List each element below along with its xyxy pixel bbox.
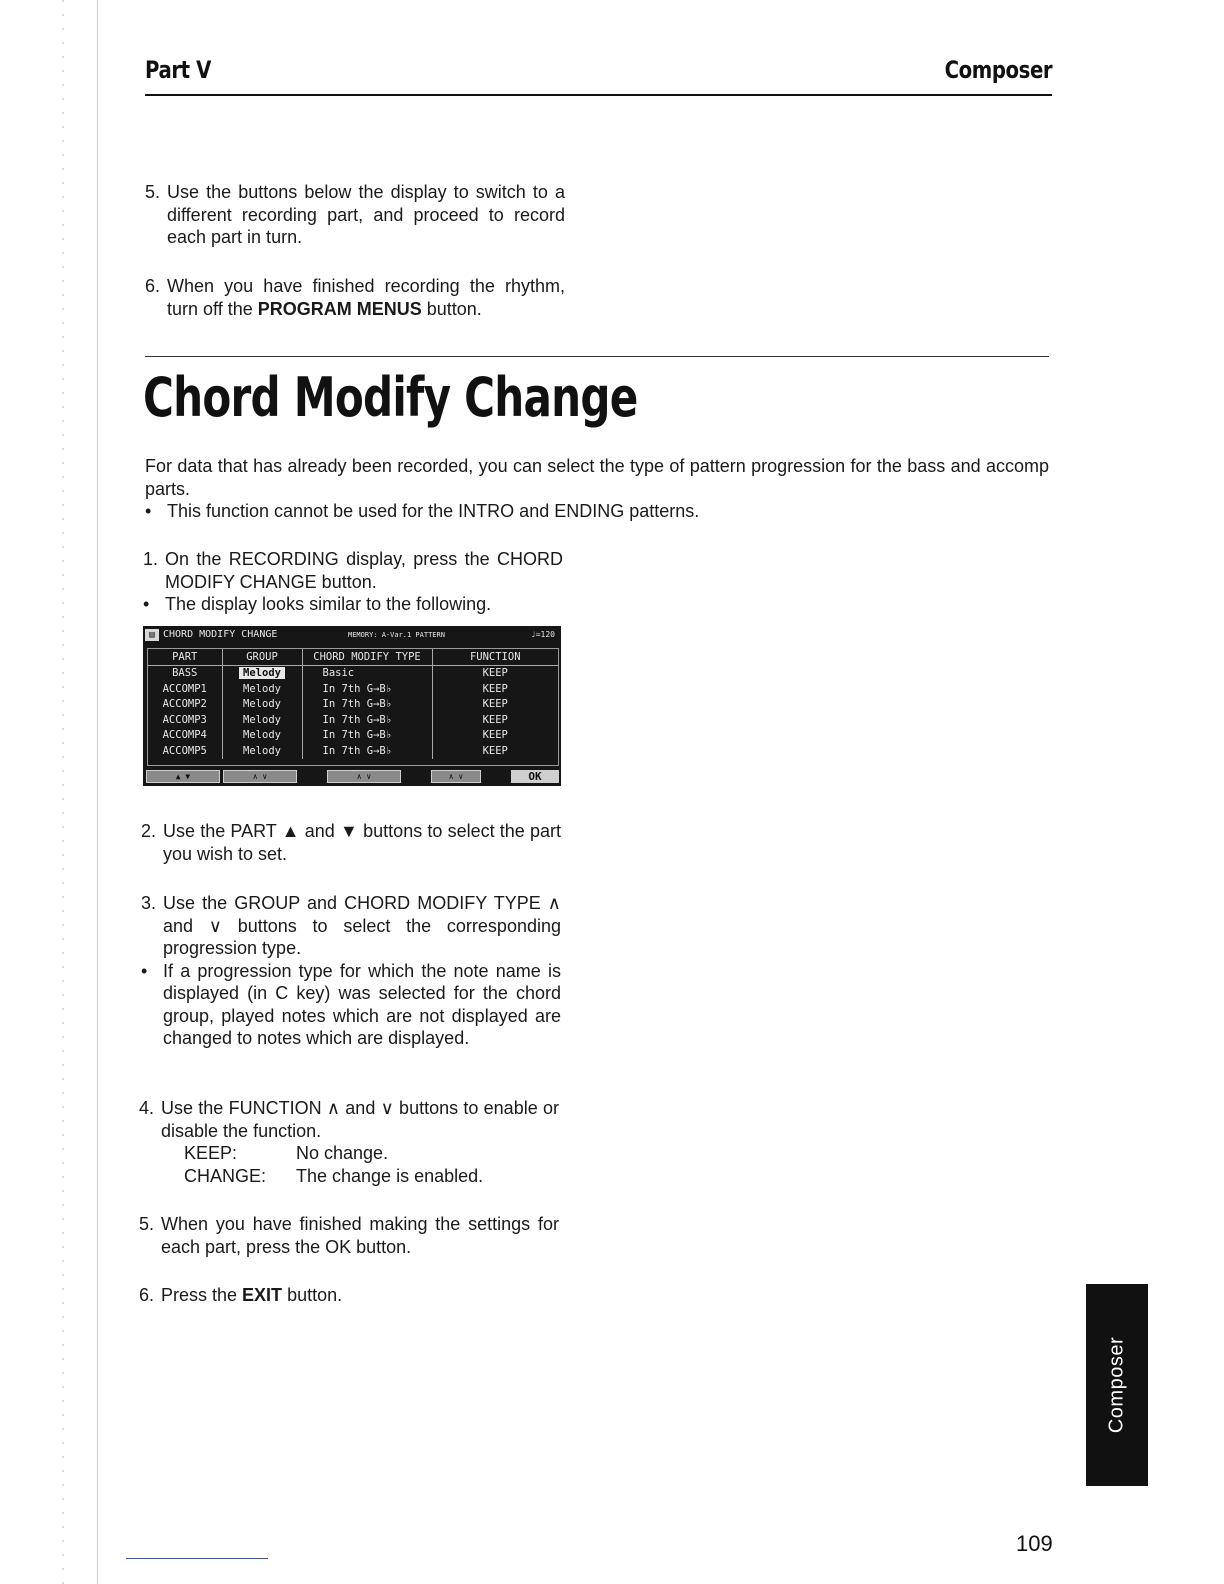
section-intro-text: For data that has already been recorded, you can select the type of pattern progression for the bass and accomp parts. [145, 456, 1049, 499]
step-number: 6. [139, 1285, 155, 1305]
type-cell: Basic [302, 666, 432, 682]
group-cell: Melody [222, 713, 302, 729]
section-note: This function cannot be used for the INTRO and ENDING patterns. [167, 501, 700, 521]
keep-definition [184, 1142, 559, 1165]
group-cell: Melody [222, 697, 302, 713]
step-number: 1. [143, 549, 159, 569]
lcd-row [148, 697, 558, 713]
step-4 [139, 1097, 559, 1187]
type-cell: In 7th G→B♭ [302, 697, 432, 713]
chord-type-up-down-button[interactable]: ∧ ∨ [327, 770, 401, 783]
function-up-down-button[interactable]: ∧ ∨ [431, 770, 481, 783]
chapter-side-tab [1086, 1284, 1148, 1486]
step-1-bullet: The display looks similar to the following. [165, 594, 492, 614]
footer-rule [126, 1558, 268, 1559]
group-up-down-button[interactable]: ∧ ∨ [223, 770, 297, 783]
step-text: Use the PART ▲ and ▼ buttons to select the part you wish to set. [163, 821, 561, 864]
header-rule [145, 94, 1052, 96]
step-6 [139, 1284, 559, 1307]
step-text: Use the GROUP and CHORD MODIFY TYPE ∧ and ∨ buttons to select the corresponding progression type. [163, 893, 561, 958]
binding-dots [62, 0, 64, 1584]
bullet: • [143, 594, 150, 614]
section-rule [145, 356, 1049, 357]
step-text-post: button. [421, 298, 482, 319]
lcd-header-row [148, 649, 558, 666]
page-number: 109 [1016, 1531, 1053, 1556]
keep-value: No change. [296, 1143, 389, 1163]
section-title: Chord Modify Change [143, 366, 638, 429]
part-cell: ACCOMP4 [162, 729, 207, 741]
step-text-pre: When you have finished recording the rhythm, turn off the [167, 276, 565, 319]
program-menus-label: PROGRAM MENUS [257, 298, 422, 319]
step-text: Use the FUNCTION ∧ and ∨ buttons to enable or disable the function. [161, 1098, 559, 1141]
part-cell: ACCOMP3 [162, 713, 207, 726]
change-value: The change is enabled. [296, 1165, 484, 1186]
part-cell: ACCOMP1 [162, 682, 207, 695]
group-cell: Melody [222, 744, 302, 760]
step-text-post: button. [282, 1285, 343, 1305]
group-cell: Melody [222, 682, 302, 698]
bullet: • [141, 960, 148, 981]
type-cell: In 7th G→B♭ [302, 682, 432, 698]
intro-step-6 [145, 275, 565, 320]
lcd-memory: MEMORY: A-Var.1 PATTERN [348, 631, 445, 639]
step-number: 6. [145, 276, 161, 296]
step-text [167, 275, 565, 320]
step-number: 5. [139, 1214, 155, 1234]
lcd-display [143, 626, 561, 786]
step-text [161, 1284, 559, 1307]
step-2 [141, 820, 561, 865]
step-text: When you have finished making the settings for each part, press the OK button. [161, 1214, 559, 1257]
part-cell: BASS [172, 667, 198, 679]
lcd-row [148, 728, 558, 744]
col-part: PART [148, 649, 222, 666]
change-label: CHANGE: [184, 1165, 267, 1186]
exit-label: EXIT [242, 1285, 283, 1305]
lcd-table [148, 649, 558, 759]
change-definition [184, 1165, 559, 1188]
header-chapter: Composer [944, 56, 1052, 84]
bullet: • [145, 501, 152, 521]
type-cell: In 7th G→B♭ [302, 713, 432, 729]
lcd-table-frame [147, 648, 559, 766]
function-cell: KEEP [432, 682, 558, 698]
type-cell: In 7th G→B♭ [302, 744, 432, 760]
selected-group-cell: Melody [239, 667, 285, 679]
lcd-tempo: ♩=120 [530, 630, 555, 639]
type-cell: In 7th G→B♭ [302, 728, 432, 744]
function-cell: KEEP [432, 728, 558, 744]
step-5 [139, 1213, 559, 1258]
step-number: 2. [141, 821, 157, 841]
lcd-row [148, 682, 558, 698]
function-cell: KEEP [432, 666, 558, 682]
step-number: 3. [141, 893, 157, 913]
step-3-bullet: If a progression type for which the note name is displayed (in C key) was selected for the chord group, played notes which are not displayed are changed to notes which are displayed. [163, 960, 561, 1048]
side-tab-label: Composer [1105, 1336, 1128, 1434]
intro-step-5 [145, 181, 565, 249]
part-up-down-button[interactable]: ▲ ▼ [146, 770, 220, 783]
display-menu-icon: ▤ [145, 629, 159, 641]
step-text: On the RECORDING display, press the CHORD MODIFY CHANGE button. [165, 549, 563, 592]
function-cell: KEEP [432, 744, 558, 760]
lcd-button-row [143, 768, 561, 784]
part-cell: ACCOMP2 [162, 698, 207, 710]
lcd-row [148, 713, 558, 729]
lcd-title-bar [143, 626, 561, 644]
step-number: 5. [145, 182, 161, 202]
lcd-title: CHORD MODIFY CHANGE [163, 629, 278, 640]
step-3 [141, 892, 561, 1050]
group-cell [222, 666, 302, 682]
lcd-row [148, 744, 558, 760]
header-part: Part V [145, 56, 211, 84]
ok-button[interactable]: OK [511, 770, 559, 783]
step-1 [143, 548, 563, 616]
section-intro [145, 455, 1049, 523]
keep-label: KEEP: [184, 1143, 238, 1163]
lcd-row [148, 666, 558, 682]
step-text-pre: Press the [161, 1285, 243, 1305]
part-cell: ACCOMP5 [162, 744, 207, 757]
step-text: Use the buttons below the display to switch to a different recording part, and proceed to record each part in turn. [167, 182, 565, 247]
col-group: GROUP [222, 649, 302, 666]
col-function: FUNCTION [432, 649, 558, 666]
col-chord-modify-type: CHORD MODIFY TYPE [302, 649, 432, 666]
step-number: 4. [139, 1098, 155, 1118]
group-cell: Melody [222, 728, 302, 744]
function-cell: KEEP [432, 697, 558, 713]
function-cell: KEEP [432, 713, 558, 729]
margin-line [97, 0, 98, 1584]
